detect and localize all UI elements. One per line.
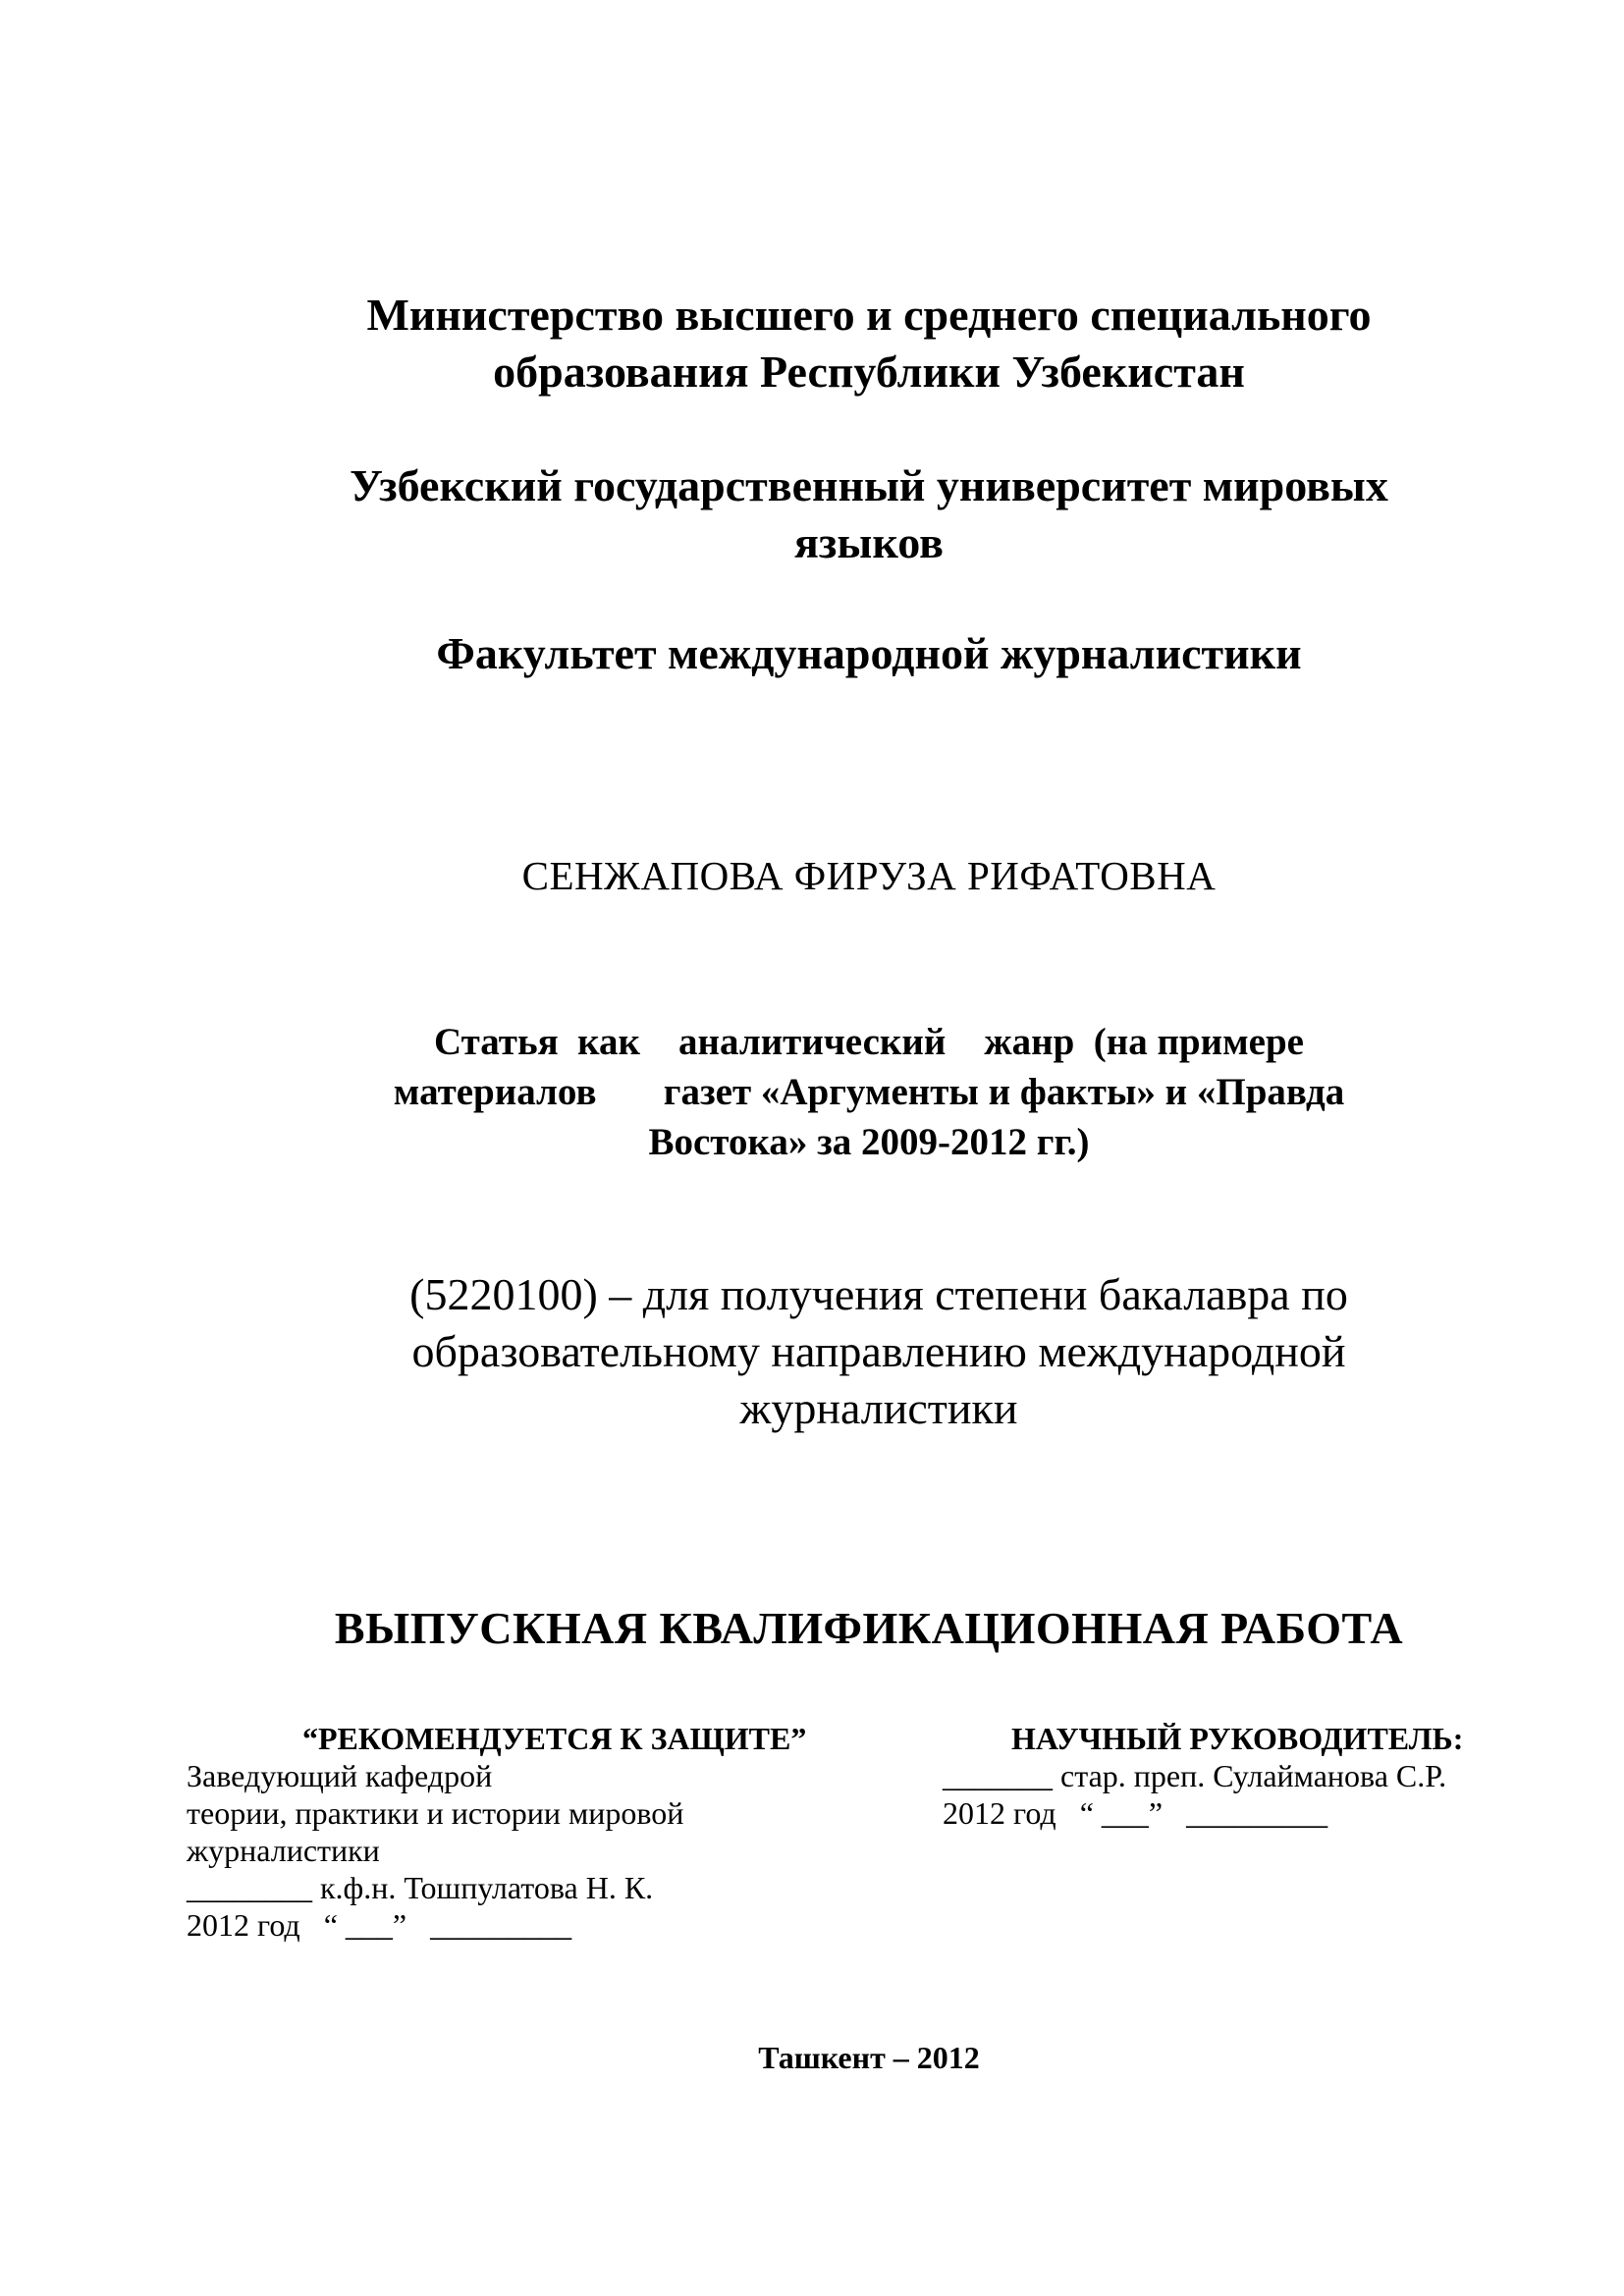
ministry-line-1: Министерство высшего и среднего специального [366,290,1372,340]
approval-heading: “РЕКОМЕНДУЕТСЯ К ЗАЩИТЕ” [302,1721,807,1756]
approval-line: журналистики [187,1833,380,1868]
faculty-name: Факультет международной журналистики [436,628,1302,678]
supervisor-block [943,1720,1492,1832]
approval-date-line: 2012 год “ ___” _________ [187,1907,572,1943]
degree-line-2: образовательному направлению международной [411,1326,1346,1376]
city-year: Ташкент – 2012 [758,2040,980,2075]
topic-line-2: материалов газет «Аргументы и факты» и «Правда [393,1071,1345,1113]
ministry-name [255,287,1483,400]
ministry-line-2: образования Республики Узбекистан [493,347,1245,397]
university-line-1: Узбекский государственный университет мировых [350,460,1388,510]
degree-line-1: (5220100) – для получения степени бакалавра по [409,1269,1348,1319]
topic-line-3: Востока» за 2009-2012 гг.) [648,1121,1090,1163]
approval-line: Заведующий кафедрой [187,1758,493,1793]
work-type-heading: ВЫПУСКНАЯ КВАЛИФИКАЦИОННАЯ РАБОТА [334,1603,1404,1653]
approval-signature-line: ________ к.ф.н. Тошпулатова Н. К. [187,1870,654,1905]
degree-purpose [295,1266,1463,1437]
topic-line-1: Статья как аналитический жанр (на примере [434,1021,1304,1063]
approval-line: теории, практики и истории мировой [187,1795,684,1831]
author-name: СЕНЖАПОВА ФИРУЗА РИФАТОВНА [521,853,1217,898]
university-line-2: языков [794,517,944,567]
thesis-topic [324,1017,1414,1167]
supervisor-heading: НАУЧНЫЙ РУКОВОДИТЕЛЬ: [1011,1721,1464,1756]
university-name [255,457,1483,571]
degree-line-3: журналистики [739,1383,1018,1433]
supervisor-signature-line: _______ стар. преп. Сулайманова С.Р. [943,1758,1447,1793]
approval-block [187,1720,807,1944]
supervisor-date-line: 2012 год “ ___” _________ [943,1795,1328,1831]
